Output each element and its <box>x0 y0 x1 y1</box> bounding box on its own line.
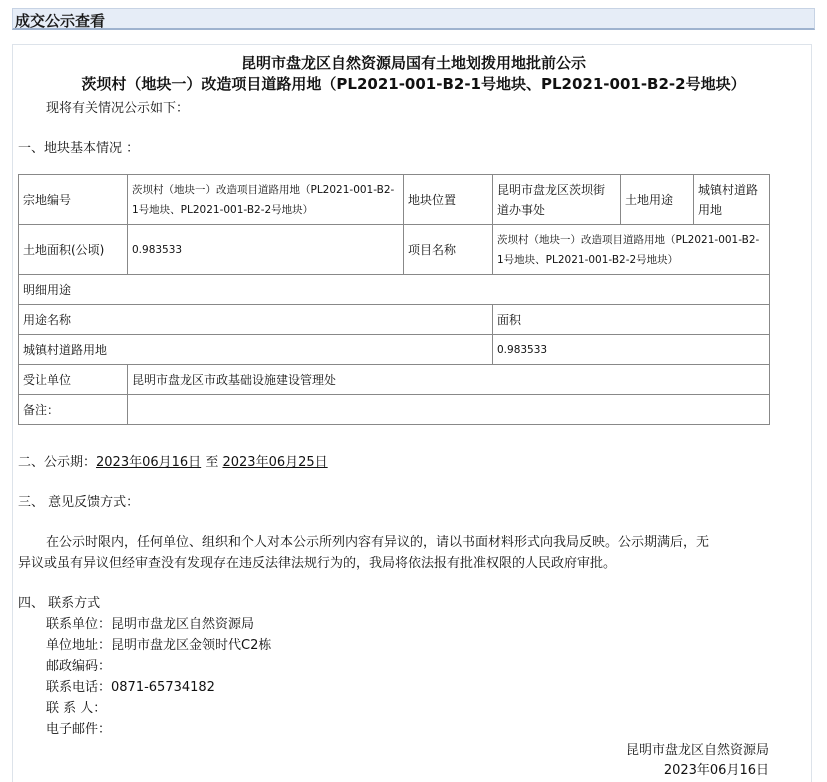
signature-date: 2023年06月16日 <box>663 763 769 778</box>
area-header: 面积 <box>493 305 770 335</box>
table-row <box>19 305 770 335</box>
use-name-header: 用途名称 <box>19 305 493 335</box>
publicity-end-date: 2023年06月25日 <box>222 455 328 470</box>
contact-address: 单位地址：昆明市盘龙区金领时代C2栋 <box>46 638 272 653</box>
land-area-label: 土地面积(公顷) <box>19 225 128 275</box>
location-label: 地块位置 <box>404 175 493 225</box>
table-row <box>19 225 770 275</box>
section2-prefix: 二、公示期： <box>18 455 97 470</box>
land-area-value: 0.983533 <box>128 225 404 275</box>
assignee-value: 昆明市盘龙区市政基础设施建设管理处 <box>128 365 770 395</box>
table-row <box>19 335 770 365</box>
contact-postcode: 邮政编码： <box>46 659 112 674</box>
feedback-paragraph-line1: 在公示时限内，任何单位、组织和个人对本公示所列内容有异议的，请以书面材料形式向我局反映。公示期满后，无 <box>46 535 710 550</box>
page-header-title: 成交公示查看 <box>15 12 106 30</box>
table-row <box>19 395 770 425</box>
use-name-value: 城镇村道路用地 <box>19 335 493 365</box>
contact-phone: 联系电话：0871-65734182 <box>46 680 215 695</box>
land-use-label: 土地用途 <box>621 175 694 225</box>
table-row <box>19 365 770 395</box>
remarks-value <box>128 395 770 425</box>
intro-text: 现将有关情况公示如下： <box>46 101 190 116</box>
table-row <box>19 175 770 225</box>
contact-email: 电子邮件： <box>46 722 112 737</box>
section1-heading: 一、地块基本情况 ： <box>18 141 140 156</box>
parcel-number-value: 茨坝村（地块一）改造项目道路用地（PL2021-001-B2-1号地块、PL2021-001-B2-2号地块） <box>128 175 404 225</box>
contact-unit: 联系单位：昆明市盘龙区自然资源局 <box>46 617 255 632</box>
section4-heading: 四、 联系方式 <box>18 596 101 611</box>
detail-use-label: 明细用途 <box>19 275 770 305</box>
project-name-label: 项目名称 <box>404 225 493 275</box>
parcel-number-label: 宗地编号 <box>19 175 128 225</box>
doc-subtitle: 茨坝村（地块一）改造项目道路用地（PL2021-001-B2-1号地块、PL2021-001-B2-2号地块） <box>81 75 746 93</box>
land-use-value: 城镇村道路用地 <box>694 175 770 225</box>
area-value: 0.983533 <box>493 335 770 365</box>
signature-org: 昆明市盘龙区自然资源局 <box>625 743 769 758</box>
section3-heading: 三、 意见反馈方式： <box>18 495 140 510</box>
contact-person: 联 系 人： <box>46 701 107 716</box>
project-name-value: 茨坝村（地块一）改造项目道路用地（PL2021-001-B2-1号地块、PL2021-001-B2-2号地块） <box>493 225 770 275</box>
remarks-label: 备注： <box>19 395 128 425</box>
assignee-label: 受让单位 <box>19 365 128 395</box>
land-info-table <box>18 174 770 425</box>
section2-to: 至 <box>205 455 219 470</box>
doc-title: 昆明市盘龙区自然资源局国有土地划拨用地批前公示 <box>240 54 586 72</box>
location-value: 昆明市盘龙区茨坝街道办事处 <box>493 175 621 225</box>
publicity-start-date: 2023年06月16日 <box>96 455 202 470</box>
page-header-bar <box>12 8 815 30</box>
table-row <box>19 275 770 305</box>
section2-line <box>18 451 328 470</box>
feedback-paragraph-line2: 异议或虽有异议但经审查没有发现存在违反法律法规行为的，我局将依法报有批准权限的人民政府审批。 <box>18 556 617 571</box>
